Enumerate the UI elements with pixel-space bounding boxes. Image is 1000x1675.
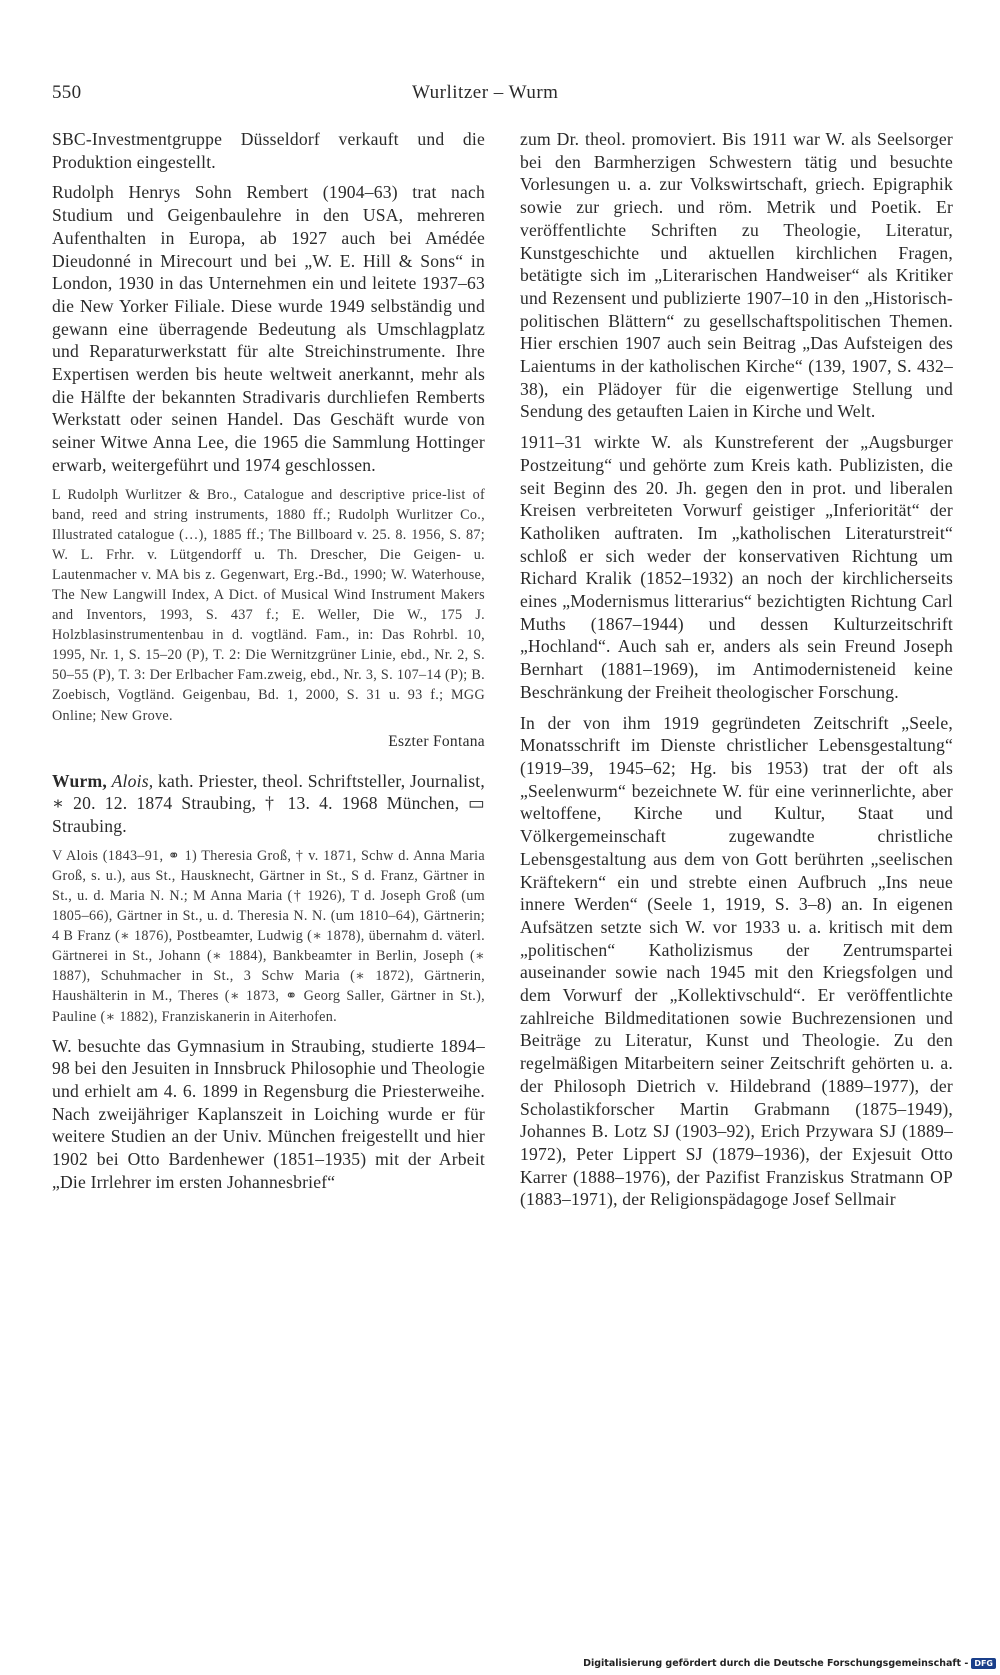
entry-description: kath. Priester, theol. Schriftsteller, Journalist, ∗ 20. 12. 1874 Straubing, † 13. 4. 1968 München, ▭ Straubing.: [52, 770, 485, 837]
right-column: [520, 128, 953, 1211]
literature-list: L Rudolph Wurlitzer & Bro., Catalogue and descriptive price-list of band, reed and string instruments, 1880 ff.; Rudolph Wurlitzer Co., Illustrated catalogue (…), 1885 ff.; The Billboard v. 25. 8. 1956, S. 87; W. L. Frhr. v. Lütgendorff u. Th. Drescher, Die Geigen- u. Lautenmacher v. MA bis z. Gegenwart, Erg.-Bd., 1990; W. Waterhouse, The New Langwill Index, A Dict. of Musical Wind Instrument Makers and Inventors, 1993, S. 437 f.; E. Weller, Die W., 175 J. Holzblasinstrumentenbau in d. vogtländ. Fam., in: Das Rohrbl. 10, 1995, Nr. 1, S. 15–20 (P), T. 2: Die Wernitzgrüner Linie, ebd., Nr. 2, S. 50–55 (P), T. 3: Der Erlbacher Fam.zweig, ebd., Nr. 3, S. 107–14 (P); B. Zoebisch, Vogtländ. Geigenbau, Bd. 1, 2000, S. 31 u. 93 f.; MGG Online; New Grove.: [52, 486, 485, 724]
left-column: [52, 128, 485, 1194]
paragraph: SBC-Investmentgruppe Düsseldorf verkauft und die Produktion eingestellt.: [52, 129, 485, 172]
paragraph: Rudolph Henrys Sohn Rembert (1904–63) trat nach Studium und Geigenbaulehre in den USA, mehreren Aufenthalten in Europa, ab 1927 auch bei Amédée Dieudonné in Mirecourt und bei „W. E. Hill & Sons“ in London, 1930 in das Unternehmen ein und leitete 1937–63 die New Yorker Filiale. Diese wurde 1949 selbständig und gewann eine überragende Bedeutung als Umschlagplatz und Reparaturwerkstatt für alte Streichinstrumente. Ihre Expertisen werden bis heute weltweit anerkannt, mehr als die Hälfte der bekannten Stradivaris durchliefen Remberts Werkstatt oder seinen Handel. Das Geschäft wurde von seiner Witwe Anna Lee, die 1965 die Sammlung Hottinger erwarb, weitergeführt und 1974 geschlossen.: [52, 182, 485, 475]
paragraph: 1911–31 wirkte W. als Kunstreferent der „Augsburger Postzeitung“ und gehörte zum Kreis kath. Publizisten, die seit Beginn des 20. Jh. gegen den in prot. und liberalen Kreisen verbreiteten Vorwurf geistiger „Inferiorität“ der Katholiken auftraten. Im „katholischen Literaturstreit“ schloß er sich weder der konservativen Richtung um Richard Kralik (1852–1932) an noch der kirchlicherseits eines „Modernismus litterarius“ bezichtigten Richtung Carl Muths (1867–1944) und dessen Kulturzeitschrift „Hochland“. Auch sah er, anders als sein Freund Joseph Bernhart (1881–1969), im Antimodernisteneid keine Beschränkung der Freiheit theologischer Forschung.: [520, 432, 953, 702]
paragraph: W. besuchte das Gymnasium in Straubing, studierte 1894–98 bei den Jesuiten in Innsbruck Philosophie und Theologie und erhielt am 4. 6. 1899 in Regensburg die Priesterweihe. Nach zweijähriger Kaplanszeit in Loiching wurde er für weitere Studien an der Univ. München freigestellt und hier 1902 bei Otto Bardenhewer (1851–1935) mit der Arbeit „Die Irrlehrer im ersten Johannesbrief“: [52, 1035, 485, 1192]
entry-given-name: Alois,: [111, 770, 154, 791]
paragraph: zum Dr. theol. promoviert. Bis 1911 war W. als Seelsorger bei den Barmherzigen Schwestern tätig und besuchte Vorlesungen u. a. zur Volkswirtschaft, griech. Epigraphik sowie zur griech. und röm. Metrik und Poetik. Er veröffentlichte Schriften zu Theologie, Literatur, Kunstgeschichte und aktuellen kirchlichen Fragen, betätigte sich im „Literarischen Handweiser“ als Kritiker und Rezensent und publizierte 1907–10 in den „Historisch-politischen Blättern“ zu gesellschaftspolitischen Themen. Hier erschien 1907 auch sein Beitrag „Das Aufsteigen des Laientums in der katholischen Kirche“ (139, 1907, S. 432–38), ein Plädoyer für die eigenwertige Stellung und Sendung des getauften Laien in Kirche und Welt.: [520, 129, 953, 422]
page-number: 550: [52, 82, 82, 103]
entry-lemma: Wurm,: [52, 770, 107, 791]
article-author: Eszter Fontana: [388, 732, 485, 750]
dfg-logo-icon: DFG: [971, 1658, 996, 1669]
digitization-footer: [583, 1658, 996, 1669]
footer-text: Digitalisierung gefördert durch die Deutsche Forschungsgemeinschaft -: [583, 1658, 969, 1669]
genealogy: V Alois (1843–91, ⚭ 1) Theresia Groß, † v. 1871, Schw d. Anna Maria Groß, s. u.), aus St., Hausknecht, Gärtner in St., S d. Franz, Gärtner in St., u. d. Maria N. N.; M Anna Maria († 1926), T d. Joseph Groß (um 1805–66), Gärtner in St., u. d. Theresia N. N. (um 1810–64), Gärtnerin; 4 B Franz (∗ 1876), Postbeamter, Ludwig (∗ 1878), übernahm d. väterl. Gärtnerei in St., Johann (∗ 1884), Bankbeamter in Berlin, Joseph (∗ 1887), Schuhmacher in St., 3 Schw Maria (∗ 1872), Gärtnerin, Haushälterin in M., Theres (∗ 1873, ⚭ Georg Saller, Gärtner in St.), Pauline (∗ 1882), Franziskanerin in Aiterhofen.: [52, 847, 485, 1025]
entry-heading: [52, 770, 485, 838]
running-head: Wurlitzer – Wurm: [412, 82, 559, 103]
paragraph: In der von ihm 1919 gegründeten Zeitschrift „Seele, Monatsschrift im Dienste christlicher Lebensgestaltung“ (1919–39, 1945–62; Hg. bis 1953) trat der oft als „Seelenwurm“ bezeichnete W. für eine verinnerlichte, aber weltoffene, Kirche und Kultur, Staat und Völkergemeinschaft zugewandte christliche Lebensgestaltung aus dem von Gott berührten „seelischen Kräftekern“ ein und strebte einen Aufbruch „Ins neue innere Werden“ (Seele 1, 1919, S. 3–8) an. In eigenen Aufsätzen setzte sich W. vor 1933 u. a. kritisch mit dem „politischen“ Katholizismus der Zentrumspartei auseinander sowie nach 1945 mit den Kriegsfolgen und dem Vorwurf der „Kollektivschuld“. Er veröffentlichte zahlreiche Bildmeditationen sowie Buchrezensionen und Beiträge zu Literatur, Kunst und Theologie. Zu den regelmäßigen Mitarbeitern seiner Zeitschrift gehörten u. a. der Philosoph Dietrich v. Hildebrand (1889–1977), der Scholastikforscher Martin Grabmann (1875–1949), Johannes B. Lotz SJ (1903–92), Erich Przywara SJ (1889–1972), Peter Lippert SJ (1879–1936), der Exjesuit Otto Karrer (1888–1976), der Pazifist Franziskus Stratmann OP (1883–1971), der Religionspädagoge Josef Sellmair: [520, 712, 953, 1210]
page-header: [52, 82, 912, 108]
